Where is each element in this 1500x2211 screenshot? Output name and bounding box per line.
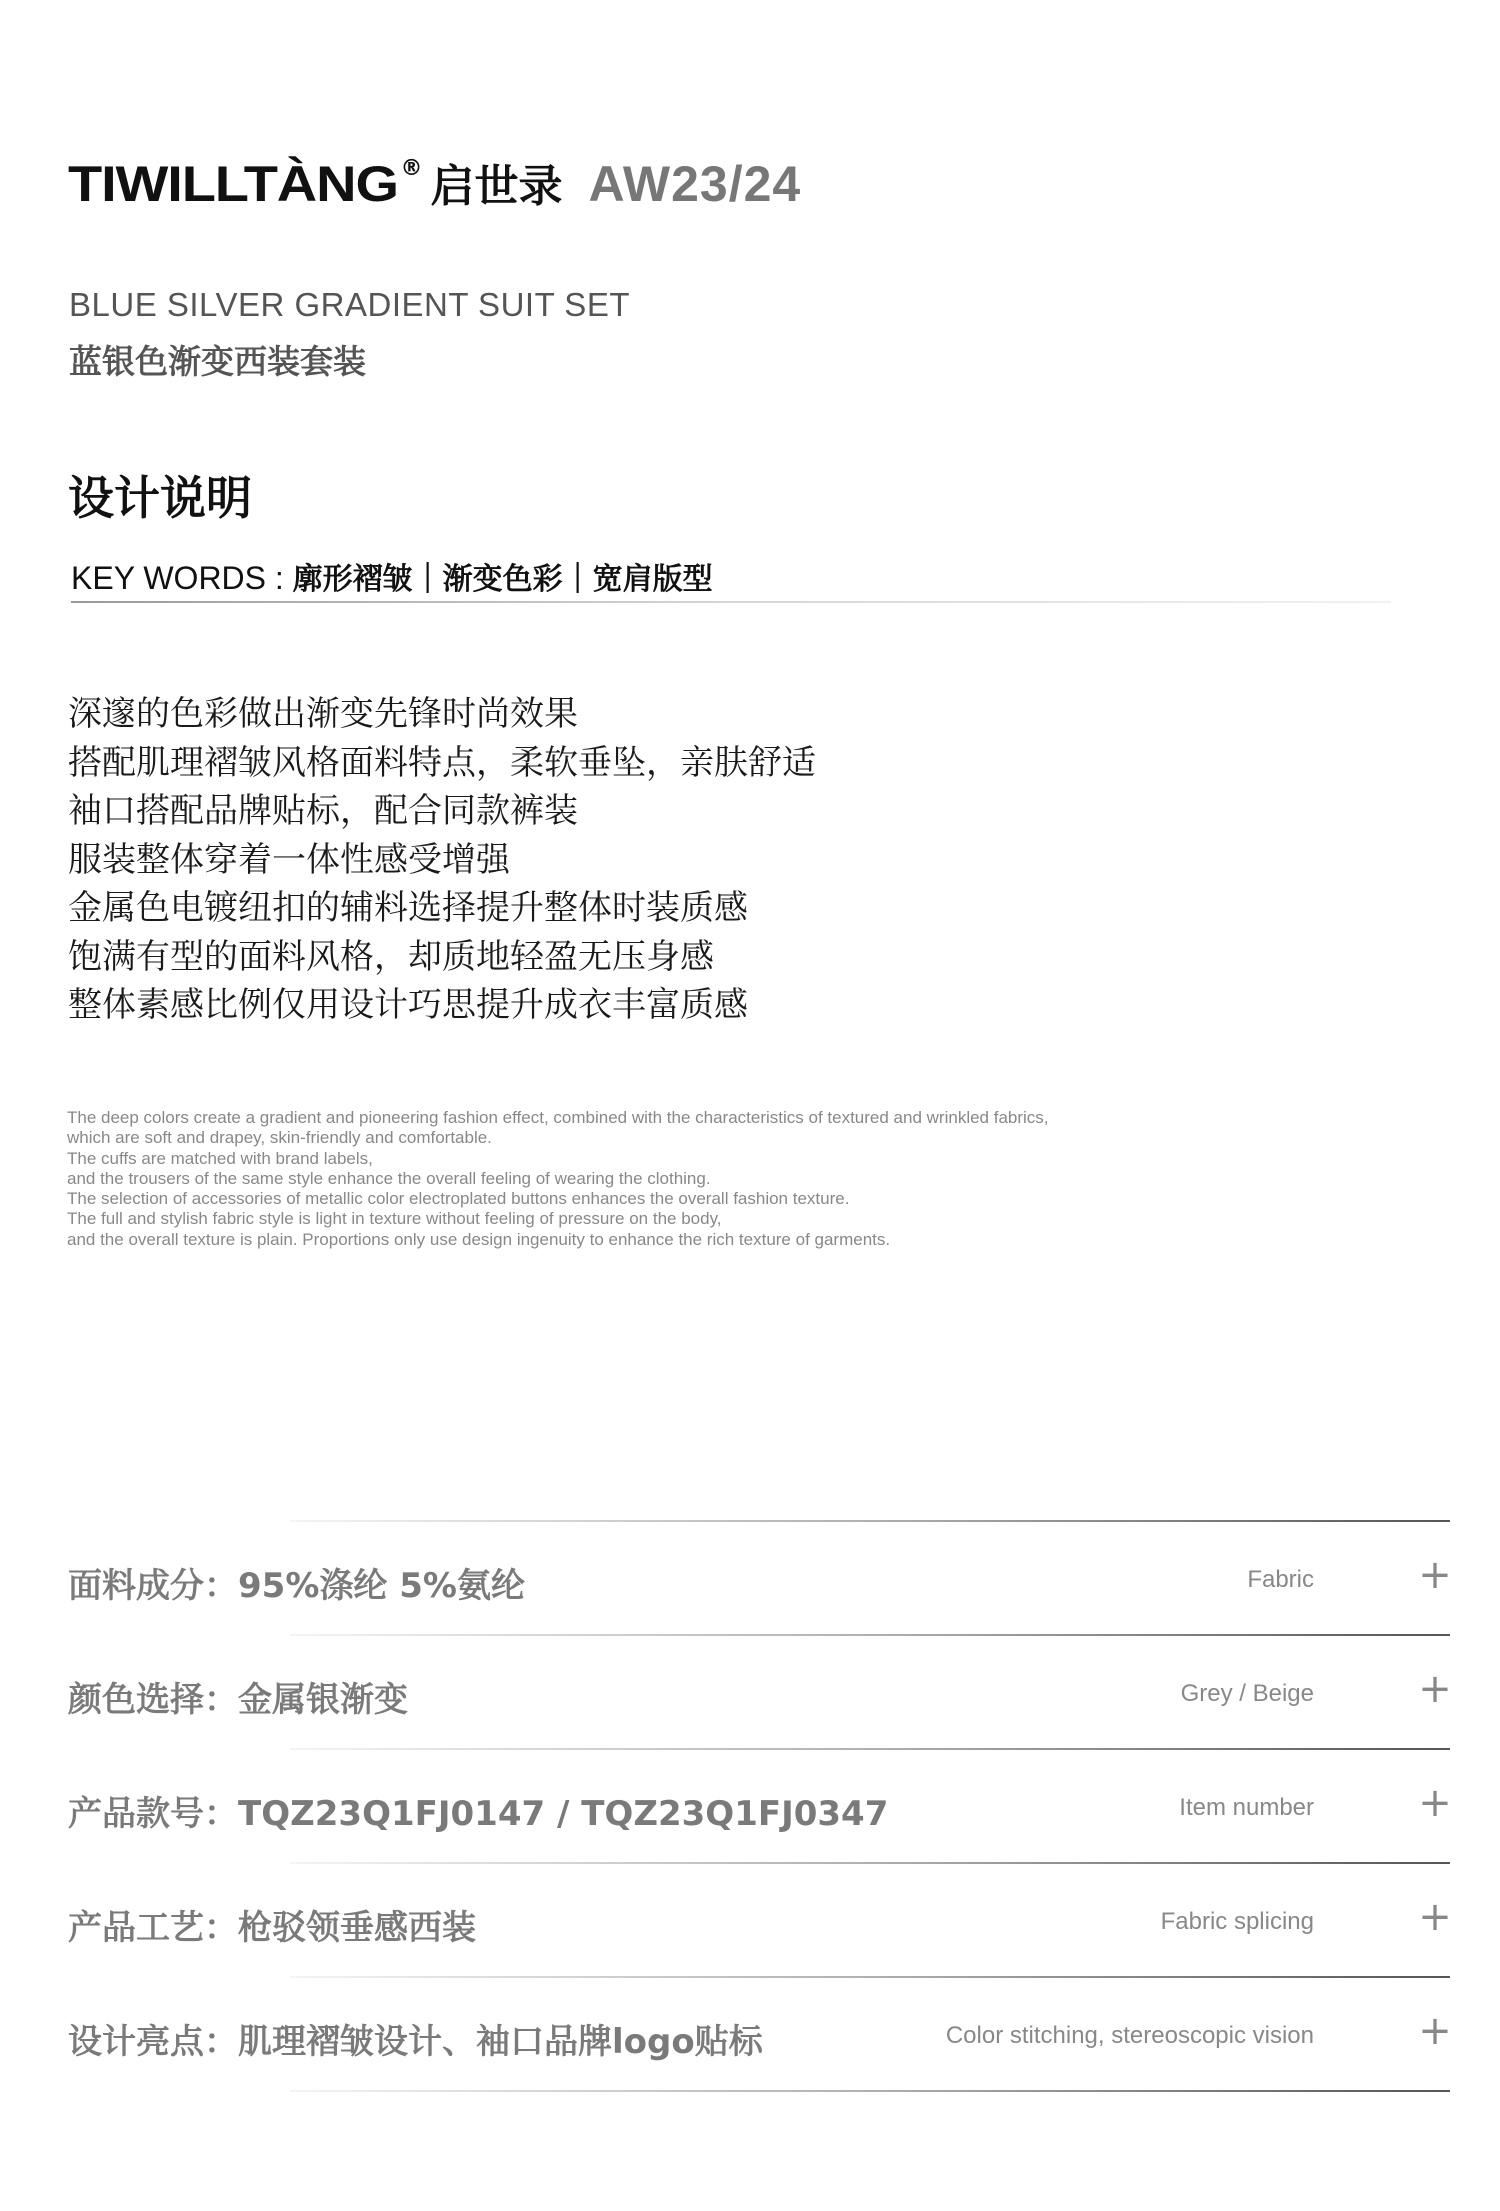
description-en-line: The full and stylish fabric style is light in texture without feeling of pressure on the body,: [67, 1209, 722, 1229]
spec-value-fabric: 95%涤纶 5%氨纶: [238, 1566, 525, 1606]
spec-en-highlights: Color stitching, stereoscopic vision: [945, 2022, 1314, 2049]
description-cn-line: 搭配肌理褶皱风格面料特点，柔软垂坠，亲肤舒适: [68, 742, 816, 783]
plus-icon[interactable]: +: [1418, 2008, 1452, 2054]
description-cn-line: 饱满有型的面料风格，却质地轻盈无压身感: [68, 936, 714, 977]
description-cn-line: 服装整体穿着一体性感受增强: [68, 839, 510, 880]
description-en-line: The selection of accessories of metallic color electroplated buttons enhances the overall fashion texture.: [67, 1189, 850, 1209]
spec-divider: [290, 1748, 1450, 1750]
spec-en-color: Grey / Beige: [1180, 1680, 1314, 1707]
description-cn-line: 整体素感比例仅用设计巧思提升成衣丰富质感: [68, 985, 748, 1025]
spec-label-item-number: [68, 1786, 888, 1835]
spec-value-color: 金属银渐变: [238, 1680, 408, 1720]
season-label: AW23/24: [588, 156, 802, 212]
plus-icon[interactable]: +: [1418, 1552, 1452, 1598]
description-en: [67, 1108, 1387, 1250]
description-en-line: and the overall texture is plain. Proportions only use design ingenuity to enhance the rich texture of garments.: [67, 1229, 891, 1249]
spec-label-color: [68, 1672, 408, 1721]
spec-row-fabric[interactable]: [0, 1520, 1500, 1634]
spec-row-highlights[interactable]: [0, 1976, 1500, 2090]
plus-icon[interactable]: +: [1418, 1666, 1452, 1712]
description-en-line: which are soft and drapey, skin-friendly and comfortable.: [67, 1128, 492, 1148]
brand-logo: TIWILLTÀNG: [68, 156, 398, 212]
spec-label-highlights: [68, 2014, 763, 2063]
spec-label-text: 面料成分：: [68, 1566, 238, 1606]
plus-icon[interactable]: +: [1418, 1780, 1452, 1826]
spec-label-text: 产品款号：: [68, 1794, 238, 1834]
spec-en-craft: Fabric splicing: [1160, 1908, 1314, 1935]
plus-icon[interactable]: +: [1418, 1894, 1452, 1940]
spec-en-item-number: Item number: [1179, 1794, 1314, 1821]
spec-label-text: 设计亮点：: [68, 2022, 238, 2062]
design-section-title: 设计说明: [68, 471, 252, 525]
spec-label-text: 颜色选择：: [68, 1680, 238, 1720]
spec-divider: [290, 1520, 1450, 1522]
spec-row-item-number[interactable]: [0, 1748, 1500, 1862]
spec-value-craft: 枪驳领垂感西装: [238, 1908, 476, 1948]
keywords-line: [71, 554, 713, 598]
spec-label-craft: [68, 1900, 476, 1949]
keywords-divider: [71, 601, 1391, 603]
spec-divider: [290, 1634, 1450, 1636]
description-cn-line: 深邃的色彩做出渐变先锋时尚效果: [68, 694, 578, 734]
registered-mark: ®: [400, 156, 423, 181]
spec-label-text: 产品工艺：: [68, 1908, 238, 1948]
spec-value-highlights: 肌理褶皱设计、袖口品牌logo贴标: [238, 2022, 763, 2062]
spec-en-fabric: Fabric: [1247, 1566, 1314, 1593]
spec-divider: [290, 1976, 1450, 1978]
product-title-en: BLUE SILVER GRADIENT SUIT SET: [69, 286, 630, 323]
keywords-values: 廓形褶皱｜渐变色彩｜宽肩版型: [292, 562, 713, 597]
spec-value-item-number: TQZ23Q1FJ0147 / TQZ23Q1FJ0347: [238, 1794, 889, 1834]
description-cn-line: 金属色电镀纽扣的辅料选择提升整体时装质感: [68, 888, 748, 928]
brand-chinese-name: 启世录: [430, 161, 563, 212]
description-en-line: The cuffs are matched with brand labels,: [67, 1148, 373, 1168]
spec-label-fabric: [68, 1558, 525, 1607]
keywords-label: KEY WORDS :: [71, 560, 293, 596]
description-cn-line: 袖口搭配品牌贴标，配合同款裤装: [68, 791, 578, 831]
product-title-cn: 蓝银色渐变西装套装: [69, 342, 366, 381]
spec-divider: [290, 1862, 1450, 1864]
description-en-line: The deep colors create a gradient and pioneering fashion effect, combined with the characteristics of textured and wrinkled fabrics,: [67, 1108, 1049, 1127]
spec-row-craft[interactable]: [0, 1862, 1500, 1976]
spec-row-color[interactable]: [0, 1634, 1500, 1748]
spec-divider: [290, 2090, 1450, 2092]
description-en-line: and the trousers of the same style enhance the overall feeling of wearing the clothing.: [67, 1168, 711, 1188]
description-cn: [68, 690, 1168, 1030]
spec-list: [0, 1520, 1500, 2090]
brand-header: [68, 150, 801, 210]
